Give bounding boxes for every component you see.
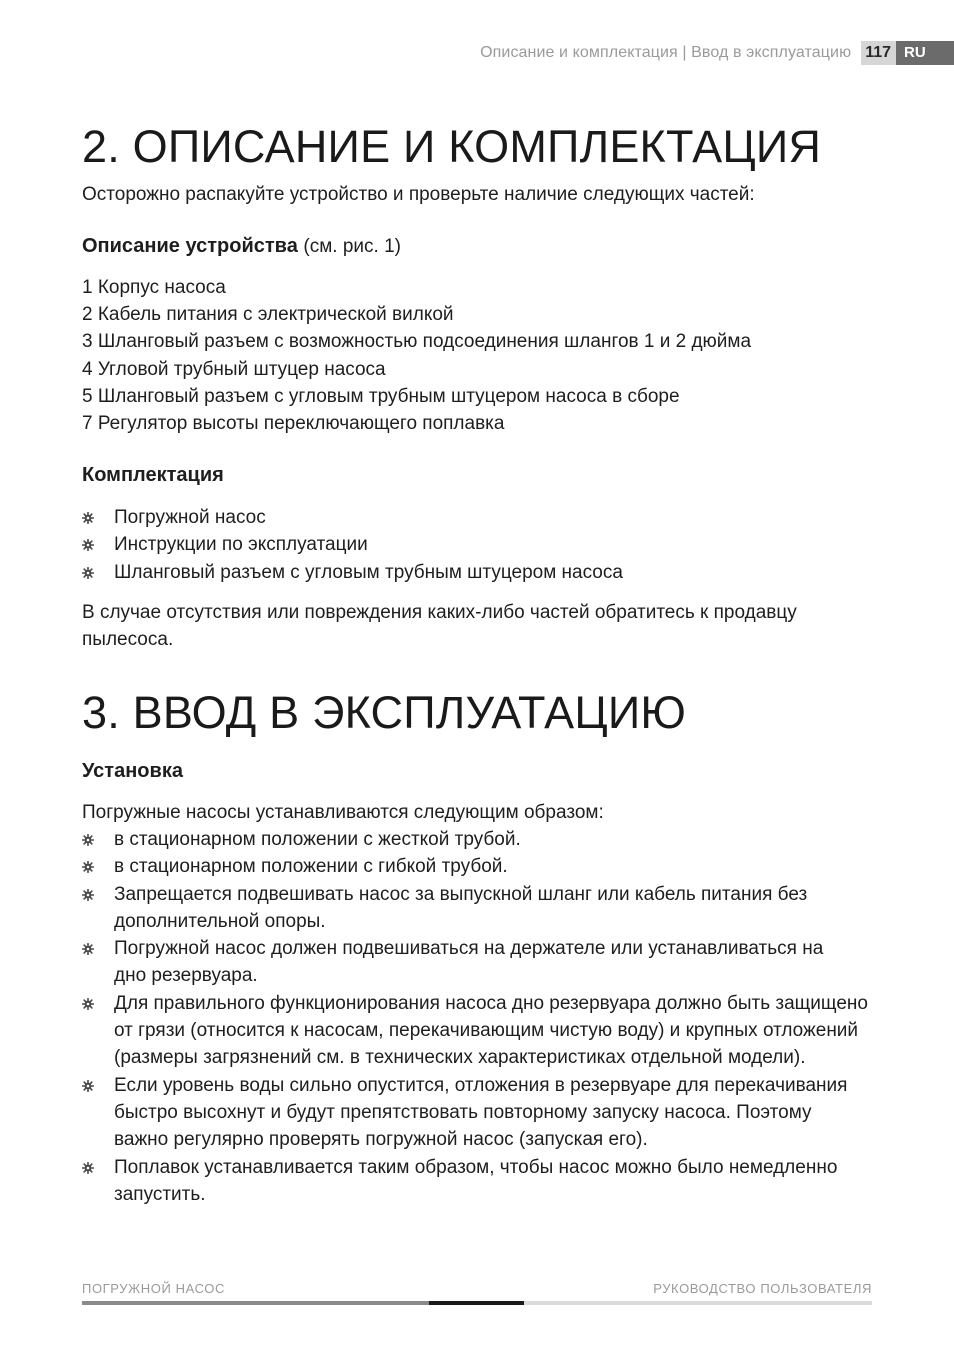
running-header: [480, 41, 954, 65]
list-item: в стационарном положении с жесткой трубой.: [82, 826, 872, 853]
kit-list: [82, 504, 872, 586]
footer-divider: [82, 1301, 872, 1305]
gear-bullet-icon: [82, 861, 94, 873]
missing-parts-note: В случае отсутствия или повреждения каких-либо частей обратитесь к продавцу пылесоса.: [82, 602, 797, 650]
list-item: Запрещается подвешивать насос за выпускной шланг или кабель питания без дополнительной опоры.: [82, 881, 872, 936]
gear-bullet-icon: [82, 1162, 94, 1174]
list-item: Поплавок устанавливается таким образом, чтобы насос можно было немедленно запустить.: [82, 1154, 872, 1209]
gear-bullet-icon: [82, 512, 94, 524]
installation-list: [82, 826, 872, 1208]
list-item: 4 Угловой трубный штуцер насоса: [82, 358, 386, 380]
gear-bullet-icon: [82, 889, 94, 901]
list-item: Если уровень воды сильно опустится, отложения в резервуаре для перекачивания быстро высохнут и будут препятствовать повторному запуску насоса. Поэтому важно регулярно проверять погружной насос (запуская его).: [82, 1072, 872, 1154]
device-description-heading: [82, 235, 401, 258]
gear-bullet-icon: [82, 943, 94, 955]
device-heading-label: Описание устройства: [82, 235, 298, 257]
list-item: 5 Шланговый разъем с угловым трубным штуцером насоса в сборе: [82, 385, 680, 407]
gear-bullet-icon: [82, 1080, 94, 1092]
list-item: в стационарном положении с гибкой трубой.: [82, 853, 872, 880]
gear-bullet-icon: [82, 539, 94, 551]
list-item: Погружной насос: [82, 504, 872, 531]
section-3-title: 3. ВВОД В ЭКСПЛУАТАЦИЮ: [82, 687, 687, 738]
installation-heading: Установка: [82, 760, 183, 782]
section-2-title: 2. ОПИСАНИЕ И КОМПЛЕКТАЦИЯ: [82, 121, 822, 172]
device-heading-note: (см. рис. 1): [303, 236, 401, 257]
gear-bullet-icon: [82, 834, 94, 846]
section-2-intro: Осторожно распакуйте устройство и проверьте наличие следующих частей:: [82, 184, 755, 205]
language-tag: RU: [896, 41, 954, 65]
page-number: 117: [861, 41, 896, 65]
list-item: 7 Регулятор высоты переключающего поплавка: [82, 413, 505, 435]
installation-intro: Погружные насосы устанавливаются следующим образом:: [82, 802, 604, 823]
gear-bullet-icon: [82, 998, 94, 1010]
list-item: Для правильного функционирования насоса дно резервуара должно быть защищено от грязи (относится к насосам, перекачивающим чистую воду) и крупных отложений (размеры загрязнений см. в технических характеристиках отдельной модели).: [82, 990, 872, 1072]
list-item: Инструкции по эксплуатации: [82, 531, 872, 558]
gear-bullet-icon: [82, 567, 94, 579]
list-item: 3 Шланговый разъем с возможностью подсоединения шлангов 1 и 2 дюйма: [82, 331, 752, 353]
footer-product-name: ПОГРУЖНОЙ НАСОС: [82, 1281, 225, 1296]
list-item: 2 Кабель питания с электрической вилкой: [82, 304, 454, 326]
footer-manual-title: РУКОВОДСТВО ПОЛЬЗОВАТЕЛЯ: [653, 1281, 872, 1296]
kit-heading: Комплектация: [82, 464, 224, 486]
list-item: 1 Корпус насоса: [82, 277, 226, 298]
device-parts-list: [82, 274, 751, 437]
list-item: Шланговый разъем с угловым трубным штуцером насоса: [82, 559, 872, 586]
running-title: Описание и комплектация | Ввод в эксплуатацию: [480, 44, 852, 61]
list-item: Погружной насос должен подвешиваться на держателе или устанавливаться на дно резервуара.: [82, 935, 872, 990]
